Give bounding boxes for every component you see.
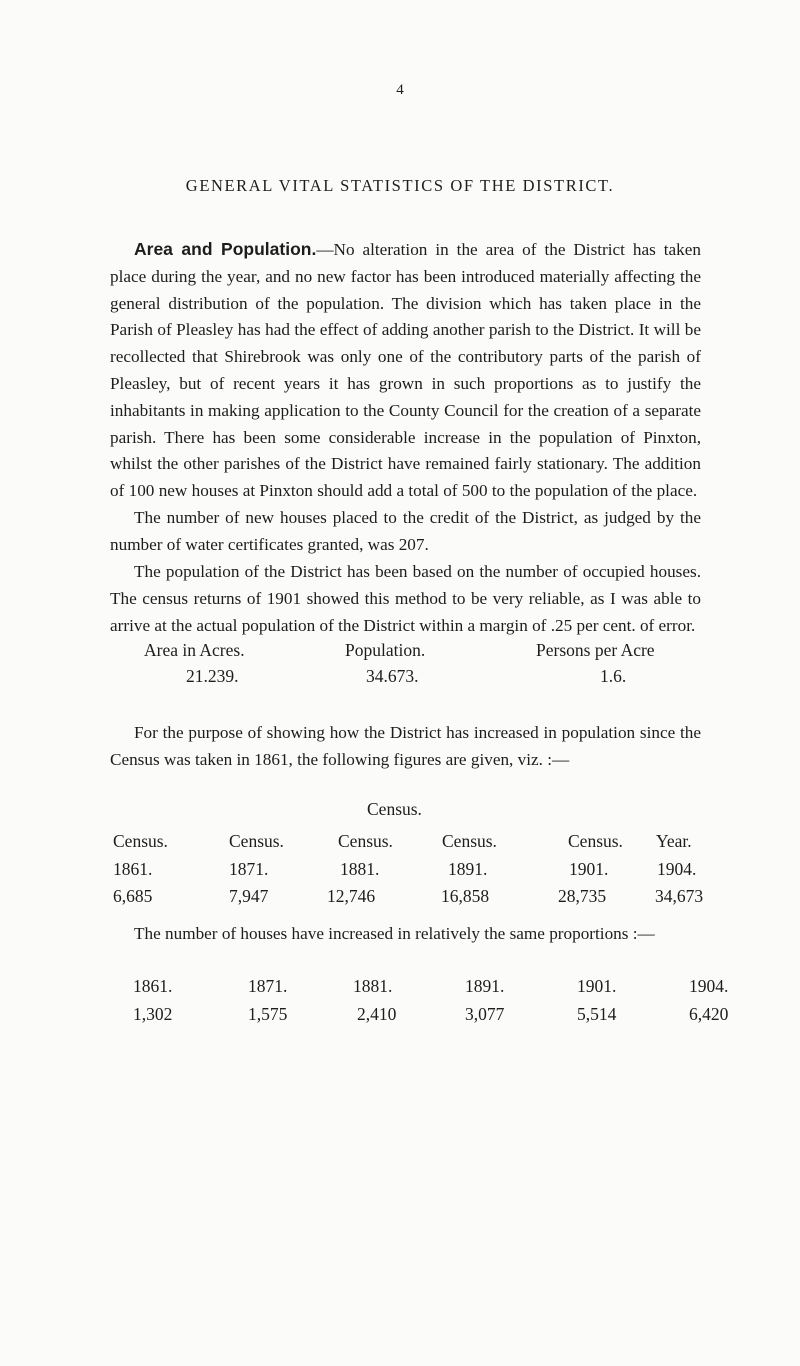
- population-table: [0, 799, 800, 909]
- population-header: Census.: [568, 831, 623, 851]
- population-year: 1871.: [229, 859, 269, 879]
- summary-value-density: 1.6.: [600, 666, 627, 686]
- increase-paragraph: For the purpose of showing how the District has increased in population since the Census was taken in 1861, the following figures are given, viz. :—: [110, 723, 701, 769]
- summary-header-area: Area in Acres.: [144, 640, 245, 660]
- population-year: 1881.: [340, 859, 380, 879]
- houses-year: 1901.: [577, 976, 617, 996]
- houses-value: 6,420: [689, 1004, 729, 1024]
- houses-value: 1,302: [133, 1004, 173, 1024]
- population-header: Year.: [656, 831, 692, 851]
- population-year: 1901.: [569, 859, 609, 879]
- population-year: 1861.: [113, 859, 153, 879]
- houses-value: 2,410: [357, 1004, 397, 1024]
- houses-year: 1904.: [689, 976, 729, 996]
- page-number: 4: [396, 82, 404, 98]
- houses-year: 1891.: [465, 976, 505, 996]
- population-year: 1891.: [448, 859, 488, 879]
- area-population-paragraph: [110, 236, 701, 505]
- houses-year: 1861.: [133, 976, 173, 996]
- population-header: Census.: [442, 831, 497, 851]
- houses-year: 1871.: [248, 976, 288, 996]
- population-value: 6,685: [113, 886, 153, 906]
- houses-value: 1,575: [248, 1004, 288, 1024]
- houses-value: 3,077: [465, 1004, 505, 1024]
- page-heading: GENERAL VITAL STATISTICS OF THE DISTRICT.: [185, 176, 615, 195]
- population-header: Census.: [338, 831, 393, 851]
- population-value: 34,673: [655, 886, 704, 906]
- population-value: 7,947: [229, 886, 269, 906]
- population-group-label: Census.: [367, 799, 422, 819]
- summary-value-population: 34.673.: [366, 666, 419, 686]
- population-header: Census.: [229, 831, 284, 851]
- population-value: 28,735: [558, 886, 607, 906]
- population-value: 12,746: [327, 886, 376, 906]
- summary-table: [0, 640, 800, 696]
- area-population-text: —No alteration in the area of the District has taken place during the year, and no new factor has been introduced materially affecting the general distribution of the population. The division which has taken place in the Parish of Pleasley has had the effect of adding another parish to the District. It will be recollected that Shirebrook was only one of the contributory parts of the parish of Pleasley, but of recent years it has grown in such proportions as to justify the inhabitants in making application to the County Council for the creation of a separate parish. There has been some considerable increase in the population of Pinxton, whilst the other parishes of the District have remained fairly stationary. The addition of 100 new houses at Pinxton should add a total of 500 to the population of the place.: [110, 240, 701, 501]
- houses-table: [0, 976, 800, 1032]
- houses-value: 5,514: [577, 1004, 617, 1024]
- new-houses-paragraph: The number of new houses placed to the credit of the District, as judged by the number of water certificates granted, was 207.: [110, 508, 701, 554]
- summary-header-population: Population.: [345, 640, 426, 660]
- method-paragraph: The population of the District has been based on the number of occupied houses. The census returns of 1901 showed this method to be very reliable, as I was able to arrive at the actual population of the District within a margin of .25 per cent. of error.: [110, 562, 701, 635]
- population-header: Census.: [113, 831, 168, 851]
- summary-header-density: Persons per Acre: [536, 640, 655, 660]
- houses-paragraph: The number of houses have increased in relatively the same proportions :—: [134, 924, 655, 943]
- population-year: 1904.: [657, 859, 697, 879]
- houses-year: 1881.: [353, 976, 393, 996]
- population-value: 16,858: [441, 886, 490, 906]
- area-population-lead: Area and Population.: [134, 239, 317, 259]
- summary-value-area: 21.239.: [186, 666, 239, 686]
